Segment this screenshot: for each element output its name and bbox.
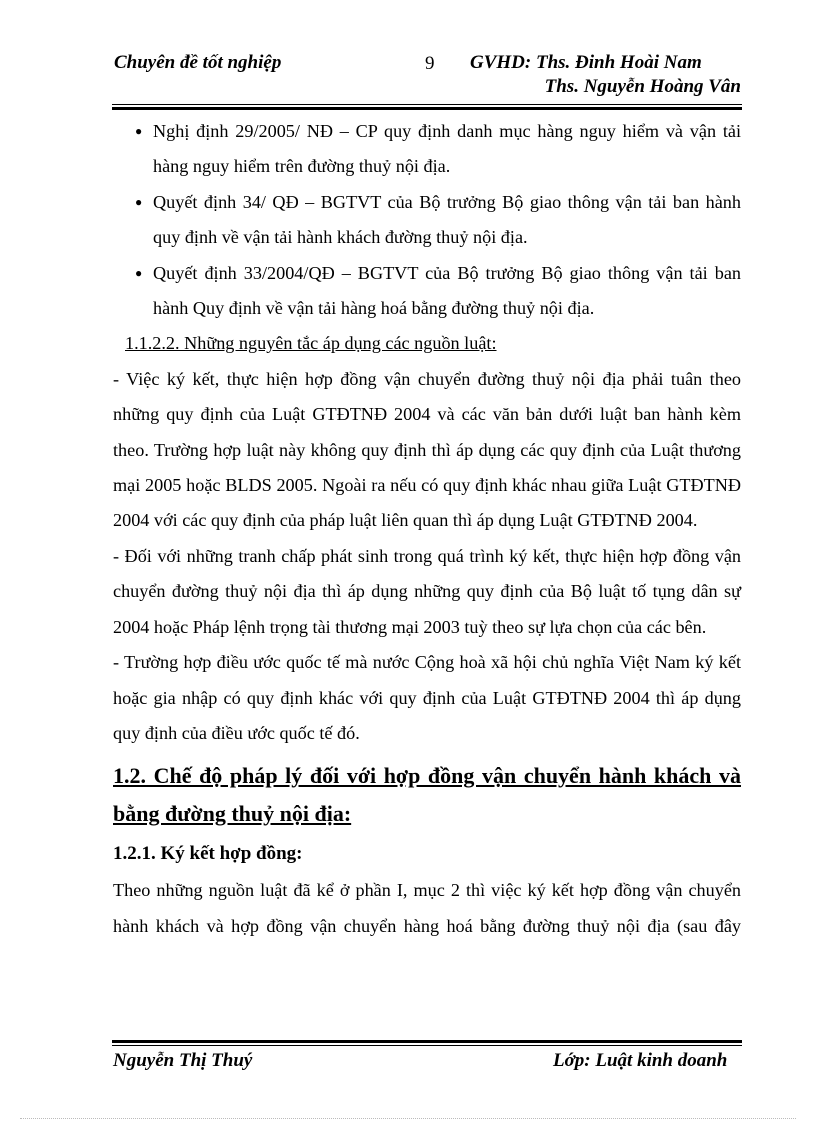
bullet-icon: ●: [135, 265, 143, 280]
footer-author: Nguyễn Thị Thuý: [113, 1050, 253, 1071]
bullet-text: Quyết định 33/2004/QĐ – BGTVT của Bộ trưởng Bộ giao thông vận tải ban hành Quy định về vận tải hàng hoá bằng đường thuỷ nội địa.: [153, 262, 741, 319]
section-heading: 1.2. Chế độ pháp lý đối với hợp đồng vận chuyển hành khách và bằng đường thuỷ nội địa:: [113, 763, 741, 827]
subheading: 1.1.2.2. Những nguyên tắc áp dụng các nguồn luật:: [125, 333, 497, 354]
header-supervisors: [470, 52, 741, 98]
bullet-item: [113, 185, 741, 256]
page-edge-divider: [20, 1118, 796, 1119]
footer-class: Lớp: Luật kinh doanh: [553, 1050, 728, 1071]
paragraph: Theo những nguồn luật đã kể ở phần I, mục 2 thì việc ký kết hợp đồng vận chuyển hành khách và hợp đồng vận chuyển hàng hoá bằng đường thuỷ nội địa (sau đây: [113, 880, 741, 936]
paragraph: - Việc ký kết, thực hiện hợp đồng vận chuyển đường thuỷ nội địa phải tuân theo những quy định của Luật GTĐTNĐ 2004 và các văn bản dưới luật ban hành kèm theo. Trường hợp luật này không quy định thì áp dụng các quy định của Luật thương mại 2005 hoặc BLDS 2005. Ngoài ra nếu có quy định khác nhau giữa Luật GTĐTNĐ 2004 với các quy định của pháp luật liên quan thì áp dụng Luật GTĐTNĐ 2004.: [113, 368, 741, 531]
supervisor-line-2: Ths. Nguyễn Hoàng Vân: [544, 76, 741, 97]
bullet-item: [113, 114, 741, 185]
bullet-item: [113, 256, 741, 327]
paragraph: - Đối với những tranh chấp phát sinh trong quá trình ký kết, thực hiện hợp đồng vận chuyển đường thuỷ nội địa thì áp dụng những quy định của Bộ luật tố tụng dân sự 2004 hoặc Pháp lệnh trọng tài thương mại 2003 tuỳ theo sự lựa chọn của các bên.: [113, 545, 741, 637]
supervisor-line-1: GVHD: Ths. Đinh Hoài Nam: [470, 52, 702, 73]
bullet-text: Nghị định 29/2005/ NĐ – CP quy định danh mục hàng nguy hiểm và vận tải hàng nguy hiểm trên đường thuỷ nội địa.: [153, 121, 741, 177]
bullet-icon: ●: [135, 124, 143, 138]
page-number: 9: [425, 53, 435, 74]
header-title: Chuyên đề tốt nghiệp: [114, 52, 282, 73]
bullet-icon: ●: [135, 194, 143, 209]
subsection-heading: 1.2.1. Ký kết hợp đồng:: [113, 843, 303, 865]
paragraph: - Trường hợp điều ước quốc tế mà nước Cộng hoà xã hội chủ nghĩa Việt Nam ký kết hoặc gia nhập có quy định khác với quy định của Luật GTĐTNĐ 2004 thì áp dụng quy định của điều ước quốc tế đó.: [113, 652, 741, 743]
header-rule-thick: [112, 107, 742, 110]
header-rule-thin: [112, 104, 742, 105]
bullet-text: Quyết định 34/ QĐ – BGTVT của Bộ trưởng Bộ giao thông vận tải ban hành quy định về vận tải hành khách đường thuỷ nội địa.: [153, 191, 741, 248]
footer-rule-thin: [112, 1045, 742, 1046]
footer-rule-thick: [112, 1040, 742, 1043]
page-body: [113, 114, 741, 944]
